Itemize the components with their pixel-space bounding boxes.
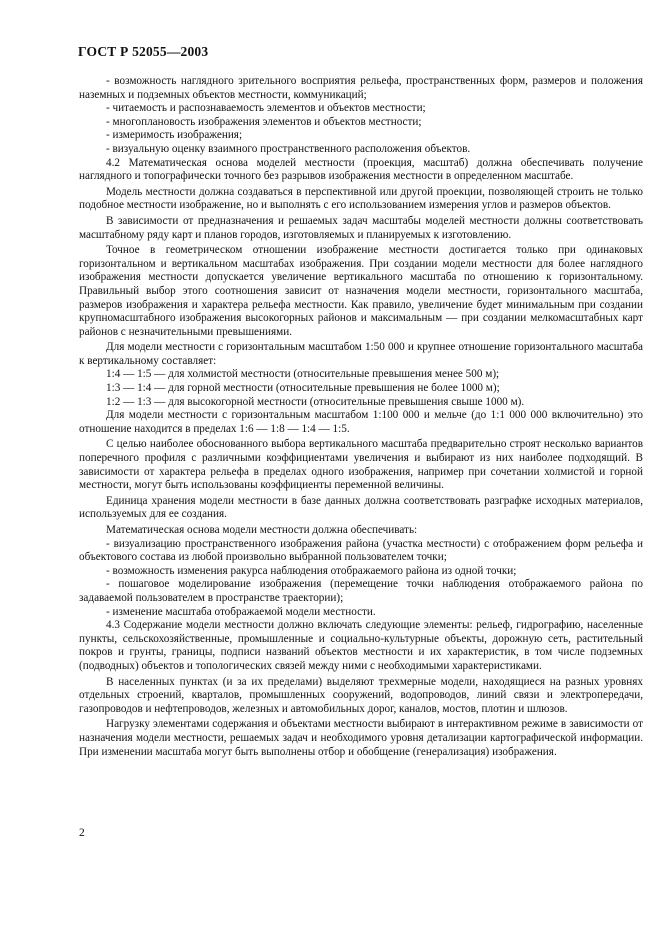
bullet-item: - визуализацию пространственного изображения района (участка местности) с отображением форм рельефа и объектового состава из любой произвольно выбранной пользователем точки; [79, 537, 643, 564]
bullet-item: - многоплановость изображения элементов и объектов местности; [106, 115, 422, 128]
bullet-item: - возможность изменения ракурса наблюдения отображаемого района из одной точки; [106, 564, 517, 577]
paragraph: В населенных пунктах (и за их пределами) выделяют трехмерные модели, находящиеся на разных уровнях отдельных строений, кварталов, промышленных сооружений, водопроводов, линий связи и электропередачи, газопроводов и нефтепроводов, железных и автомобильных дорог, каналов, мостов, плотин и шлюзов. [79, 675, 643, 715]
ratio-item: 1:3 — 1:4 — для горной местности (относительные превышения не более 1000 м); [106, 382, 500, 395]
ratio-item: 1:2 — 1:3 — для высокогорной местности (относительные превышения свыше 1000 м). [106, 395, 525, 408]
bullet-item: - читаемость и распознаваемость элементов и объектов местности; [106, 102, 426, 115]
bullet-item: - визуальную оценку взаимного пространственного расположения объектов. [106, 142, 471, 155]
paragraph: Модель местности должна создаваться в перспективной или другой проекции, позволяющей строить не только подобное местности изображение, но и выполнять с его использованием измерения углов и размеров объектов. [79, 185, 643, 212]
bullet-item: - измеримость изображения; [106, 129, 243, 142]
paragraph: Точное в геометрическом отношении изображение местности достигается только при одинаковых горизонтальном и вертикальном масштабах изображения. При создании модели местности для более наглядного изображения местности допускается увеличение вертикального масштаба по отношению к горизонтальному. Правильный выбор этого соотношения зависит от назначения модели местности, горизонтального масштаба, размеров изображения и характера рельефа местности. Как правило, увеличение будет минимальным при создании крупномасштабного изображения высокогорных районов и максимальным — при создании мелкомасштабных карт районов с незначительными превышениями. [79, 244, 643, 338]
paragraph: Нагрузку элементами содержания и объектами местности выбирают в интерактивном режиме в зависимости от назначения модели местности, решаемых задач и необходимого уровня детализации картографической информации. При изменении масштаба могут быть выполнены отбор и обобщение (генерализация) изображения. [79, 718, 643, 758]
bullet-item: - возможность наглядного зрительного восприятия рельефа, пространственных форм, размеров и положения наземных и подземных объектов местности, коммуникаций; [79, 75, 643, 101]
paragraph: С целью наиболее обоснованного выбора вертикального масштаба предварительно строят несколько вариантов поперечного профиля с различными коэффициентами увеличения и выбирают из них наиболее подходящий. В зависимости от характера рельефа в пределах одного изображения, например при сочетании холмистой и горной местности, могут быть использованы коэффициенты переменной величины. [79, 438, 643, 492]
document-body [79, 75, 643, 759]
section-paragraph: 4.3 Содержание модели местности должно включать следующие элементы: рельеф, гидрографию, населенные пункты, сельскохозяйственные, промышленные и социально-культурные объекты, дорожную сеть, растительный покров и грунты, границы, подписи названий объектов местности и их характеристик, в том числе подземных (подводных) объектов и топологических связей между ними с необходимыми характеристиками. [79, 619, 643, 672]
document-header: ГОСТ Р 52055—2003 [78, 44, 209, 59]
page-number: 2 [79, 827, 85, 839]
bullet-item: - изменение масштаба отображаемой модели местности. [106, 605, 376, 618]
paragraph: Для модели местности с горизонтальным масштабом 1:50 000 и крупнее отношение горизонтального масштаба к вертикальному составляет: [79, 341, 643, 367]
paragraph: Единица хранения модели местности в базе данных должна соответствовать разграфке исходных материалов, используемых для ее создания. [79, 494, 643, 521]
section-paragraph: 4.2 Математическая основа моделей местности (проекция, масштаб) должна обеспечивать получение наглядного и топографически точного без разрывов изображения местности в определенном масштабе. [79, 156, 643, 183]
paragraph: В зависимости от предназначения и решаемых задач масштабы моделей местности должны соответствовать масштабному ряду карт и планов городов, изготовляемых и планируемых к изготовлению. [79, 214, 643, 241]
paragraph: Для модели местности с горизонтальным масштабом 1:100 000 и мельче (до 1:1 000 000 включительно) это отношение находится в пределах 1:6 — 1:8 — 1:4 — 1:5. [79, 409, 643, 435]
ratio-item: 1:4 — 1:5 — для холмистой местности (относительные превышения менее 500 м); [106, 368, 500, 381]
paragraph: Математическая основа модели местности должна обеспечивать: [106, 524, 418, 536]
bullet-item: - пошаговое моделирование изображения (перемещение точки наблюдения отображаемого района по задаваемой пользователем в пространстве траектории); [79, 578, 643, 604]
